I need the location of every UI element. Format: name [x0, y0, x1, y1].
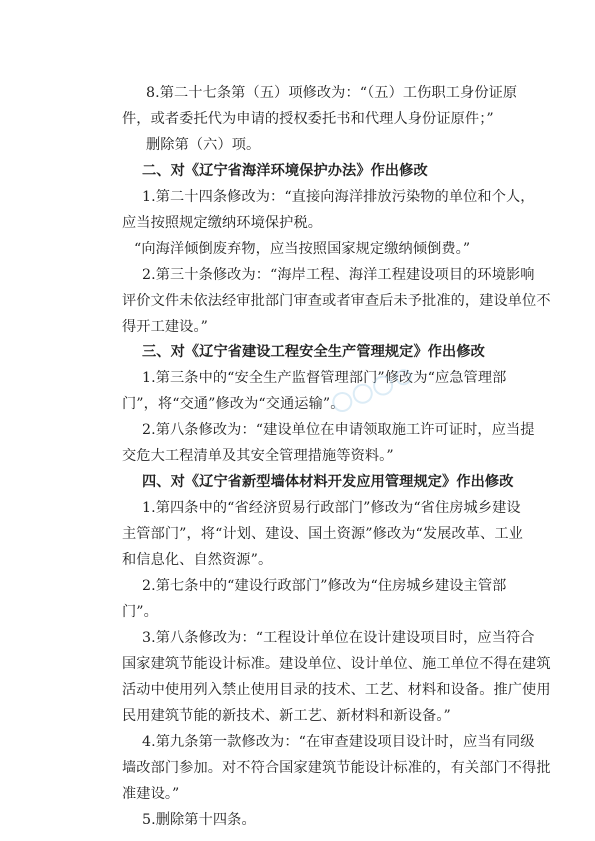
text-line: 2.第七条中的“建设行政部门”修改为“住房城乡建设主管部 [142, 578, 507, 594]
text-line: 2.第八条修改为：“建设单位在申请领取施工许可证时，应当提 [142, 422, 535, 438]
text-line: 2.第三十条修改为：“海岸工程、海洋工程建设项目的环境影响 [142, 267, 535, 283]
text-line: 5.删除第十四条。 [142, 812, 256, 828]
text-line: 准建设。” [122, 786, 180, 802]
text-line: 应当按照规定缴纳环境保护税。 [122, 215, 323, 231]
text-line: 评价文件未依法经审批部门审查或者审查后未予批准的，建设单位不 [122, 293, 551, 309]
text-line: 删除第（六）项。 [146, 137, 261, 153]
text-line: 门”。 [122, 604, 158, 620]
text-line: 8.第二十七条第（五）项修改为：“（五）工伤职工身份证原 [146, 85, 518, 101]
text-line: 和信息化、自然资源”。 [122, 552, 273, 568]
text-line: 交危大工程清单及其安全管理措施等资料。” [122, 448, 394, 464]
text-line: 活动中使用列入禁止使用目录的技术、工艺、材料和设备。推广使用 [122, 682, 551, 698]
section-heading: 二、对《辽宁省海洋环境保护办法》作出修改 [142, 163, 428, 179]
text-line: “向海洋倾倒废弃物，应当按照国家规定缴纳倾倒费。” [134, 241, 471, 257]
watermark-logo [324, 355, 421, 425]
text-line: 4.第九条第一款修改为：“在审查建设项目设计时，应当有同级 [142, 734, 535, 750]
text-line: 门”，将“交通”修改为“交通运输”。 [122, 396, 345, 412]
text-line: 得开工建设。” [122, 319, 208, 335]
text-line: 墙改部门参加。对不符合国家建筑节能设计标准的，有关部门不得批 [122, 760, 551, 776]
text-line: 件，或者委托代为申请的授权委托书和代理人身份证原件；” [122, 111, 494, 127]
text-line: 主管部门”，将“计划、建设、国土资源”修改为“发展改革、工业 [122, 526, 523, 542]
text-line: 1.第二十四条修改为：“直接向海洋排放污染物的单位和个人， [142, 189, 535, 205]
text-line: 民用建筑节能的新技术、新工艺、新材料和新设备。” [122, 708, 451, 724]
section-heading: 三、对《辽宁省建设工程安全生产管理规定》作出修改 [142, 344, 485, 360]
text-line: 1.第四条中的“省经济贸易行政部门”修改为“省住房城乡建设 [142, 500, 521, 516]
text-line: 1.第三条中的“安全生产监督管理部门”修改为“应急管理部 [142, 370, 507, 386]
text-line: 国家建筑节能设计标准。建设单位、设计单位、施工单位不得在建筑 [122, 656, 551, 672]
text-line: 3.第八条修改为：“工程设计单位在设计建设项目时，应当符合 [142, 630, 535, 646]
section-heading: 四、对《辽宁省新型墙体材料开发应用管理规定》作出修改 [142, 474, 514, 490]
